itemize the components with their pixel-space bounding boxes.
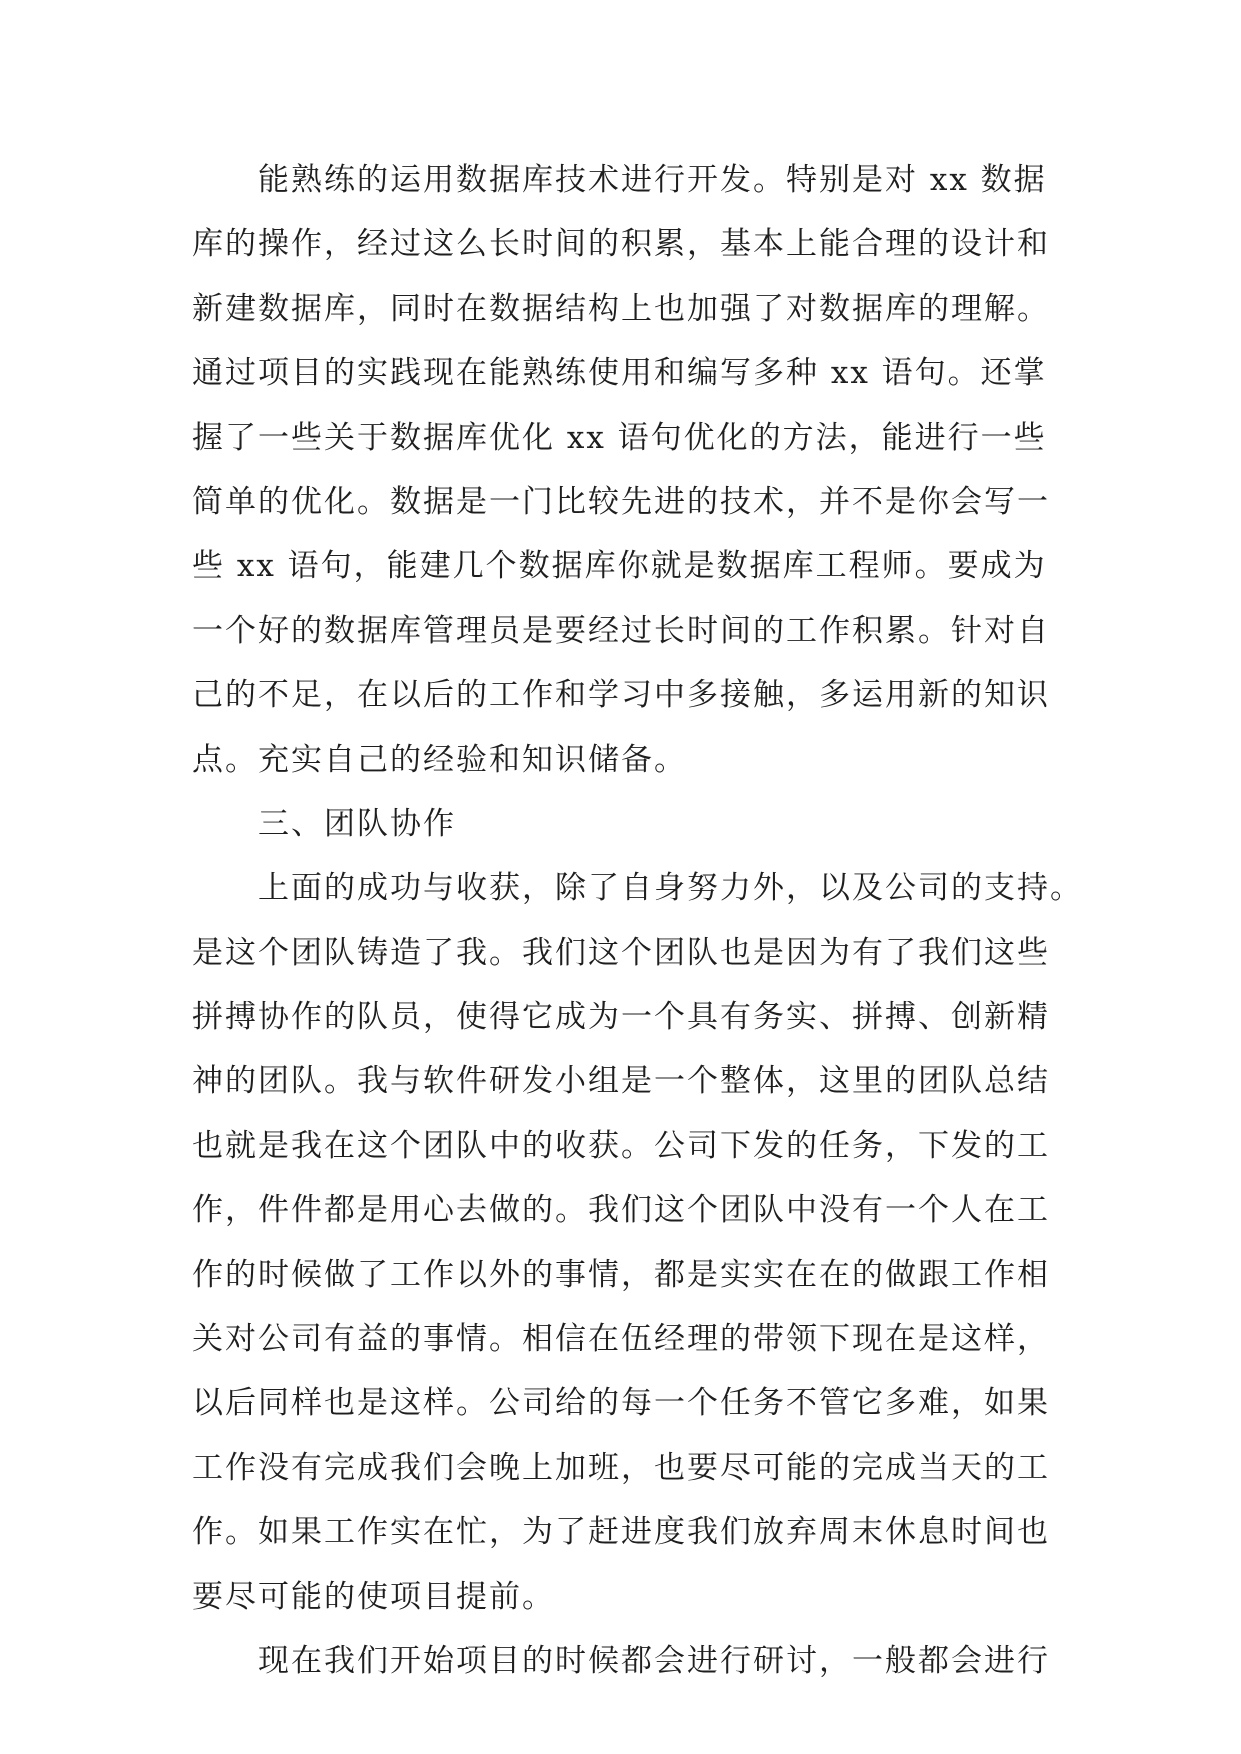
paragraph-line: 作。如果工作实在忙，为了赶进度我们放弃周末休息时间也 xyxy=(192,1514,1050,1551)
paragraph-line: 是这个团队铸造了我。我们这个团队也是因为有了我们这些 xyxy=(192,934,1050,971)
paragraph-line: 要尽可能的使项目提前。 xyxy=(192,1578,555,1615)
paragraph-line: 新建数据库，同时在数据结构上也加强了对数据库的理解。 xyxy=(192,290,1050,327)
paragraph-line: 以后同样也是这样。公司给的每一个任务不管它多难，如果 xyxy=(192,1385,1050,1422)
paragraph-line: 通过项目的实践现在能熟练使用和编写多种 xx 语句。还掌 xyxy=(192,355,1047,392)
paragraph-line: 作，件件都是用心去做的。我们这个团队中没有一个人在工 xyxy=(192,1192,1050,1229)
paragraph-line: 作的时候做了工作以外的事情，都是实实在在的做跟工作相 xyxy=(192,1256,1050,1293)
paragraph-line: 己的不足，在以后的工作和学习中多接触，多运用新的知识 xyxy=(192,677,1050,714)
paragraph-line: 一个好的数据库管理员是要经过长时间的工作积累。针对自 xyxy=(192,612,1050,649)
paragraph-line: 工作没有完成我们会晚上加班，也要尽可能的完成当天的工 xyxy=(192,1449,1050,1486)
paragraph-line: 握了一些关于数据库优化 xx 语句优化的方法，能进行一些 xyxy=(192,419,1047,456)
body-text xyxy=(192,160,1083,1705)
paragraph-line: 点。充实自己的经验和知识储备。 xyxy=(192,741,687,778)
paragraph-line: 拼搏协作的队员，使得它成为一个具有务实、拼搏、创新精 xyxy=(192,999,1050,1036)
paragraph-line: 库的操作，经过这么长时间的积累，基本上能合理的设计和 xyxy=(192,226,1050,263)
paragraph-line: 简单的优化。数据是一门比较先进的技术，并不是你会写一 xyxy=(192,483,1050,520)
paragraph-line: 上面的成功与收获，除了自身努力外，以及公司的支持。 xyxy=(258,870,1083,907)
paragraph-line: 现在我们开始项目的时候都会进行研讨，一般都会进行 xyxy=(258,1642,1050,1679)
section-heading: 三、团队协作 xyxy=(258,805,456,842)
paragraph-line: 能熟练的运用数据库技术进行开发。特别是对 xx 数据 xyxy=(258,162,1047,198)
paragraph-line: 神的团队。我与软件研发小组是一个整体，这里的团队总结 xyxy=(192,1063,1050,1100)
paragraph-line: 也就是我在这个团队中的收获。公司下发的任务，下发的工 xyxy=(192,1127,1050,1164)
paragraph-line: 关对公司有益的事情。相信在伍经理的带领下现在是这样， xyxy=(192,1321,1050,1358)
paragraph-line: 些 xx 语句，能建几个数据库你就是数据库工程师。要成为 xyxy=(192,548,1047,585)
